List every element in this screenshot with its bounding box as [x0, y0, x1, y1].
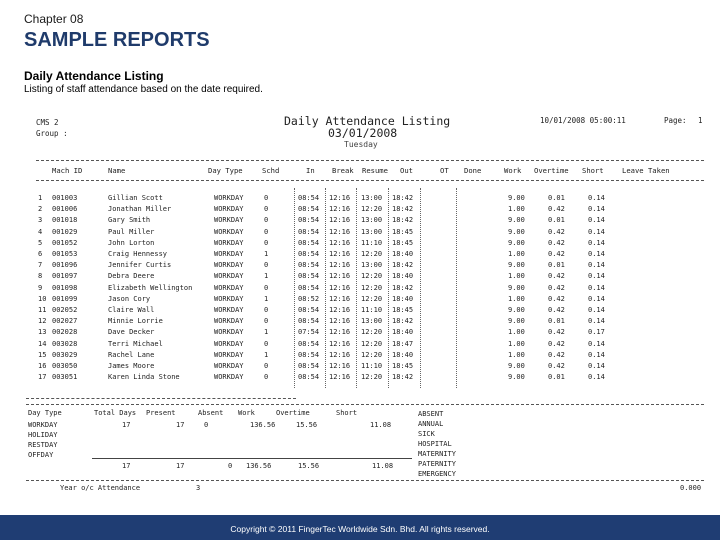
cell-daytype: WORKDAY	[214, 350, 244, 359]
cell-in: 07:54	[298, 328, 320, 337]
cell-out: 18:42	[392, 317, 414, 326]
cell-id: 001096	[52, 261, 78, 270]
cell-schd: 0	[264, 261, 269, 270]
grid-line	[456, 188, 457, 388]
cell-id: 003028	[52, 339, 78, 348]
section-heading: Daily Attendance Listing	[24, 69, 164, 83]
cell-out: 18:42	[392, 205, 414, 214]
header-rule-bottom	[36, 180, 704, 181]
cell-ot: 0.01	[548, 261, 565, 270]
cell-short: 0.14	[588, 227, 605, 236]
cell-schd: 1	[264, 272, 269, 281]
cell-in: 08:54	[298, 205, 320, 214]
cell-name: Debra Deere	[108, 272, 155, 281]
table-row	[0, 328, 720, 339]
cell-id: 001097	[52, 272, 78, 281]
year-attendance-label: Year o/c Attendance	[60, 484, 141, 492]
summary-cell: 11.08	[370, 421, 392, 429]
cell-no: 12	[38, 317, 47, 326]
cell-in: 08:54	[298, 373, 320, 382]
cell-ot: 0.01	[548, 317, 565, 326]
cell-brk: 12:16	[329, 294, 351, 303]
summary-cell: 17	[176, 421, 185, 429]
column-header: Resume	[362, 166, 388, 175]
cell-ot: 0.42	[548, 283, 565, 292]
cell-short: 0.14	[588, 362, 605, 370]
cell-short: 0.14	[588, 194, 605, 202]
summary-header: Absent	[198, 409, 224, 417]
cell-short: 0.14	[588, 350, 605, 359]
cell-short: 0.14	[588, 294, 605, 303]
column-header: Name	[108, 166, 126, 175]
cell-res: 12:20	[361, 283, 383, 292]
cell-name: Minnie Lorrie	[108, 317, 163, 326]
section-subtitle: Listing of staff attendance based on the date required.	[24, 84, 263, 95]
cell-schd: 0	[264, 283, 269, 292]
table-row	[0, 351, 720, 362]
cell-name: Jennifer Curtis	[108, 261, 172, 270]
cell-no: 6	[38, 250, 43, 258]
cell-work: 1.00	[508, 250, 525, 258]
cell-ot: 0.01	[548, 373, 565, 382]
cell-id: 003029	[52, 350, 78, 359]
cell-name: Jason Cory	[108, 294, 151, 303]
summary-header: Day Type	[28, 409, 62, 417]
summary-cell: 17	[122, 421, 131, 429]
report-date: 03/01/2008	[328, 126, 398, 140]
cell-name: Craig Hennessy	[108, 250, 168, 258]
cell-id: 001018	[52, 216, 78, 225]
leave-code: PATERNITY	[418, 460, 456, 468]
slide-title: SAMPLE REPORTS	[24, 29, 210, 51]
column-header: Short	[582, 166, 604, 175]
cell-short: 0.14	[588, 272, 605, 281]
summary-cell: RESTDAY	[28, 441, 58, 449]
cell-daytype: WORKDAY	[214, 272, 244, 281]
cell-res: 12:20	[361, 250, 383, 258]
cell-short: 0.14	[588, 205, 605, 214]
copyright-text: Copyright © 2011 FingerTec Worldwide Sdn. Bhd. All rights reserved.	[230, 524, 490, 534]
cell-name: Dave Decker	[108, 328, 155, 337]
cell-work: 1.00	[508, 339, 525, 348]
cell-schd: 1	[264, 328, 269, 337]
cell-work: 9.00	[508, 373, 525, 382]
cell-res: 12:20	[361, 373, 383, 382]
cell-res: 12:20	[361, 205, 383, 214]
report-group: Group :	[36, 129, 68, 138]
table-row	[0, 340, 720, 351]
cell-in: 08:54	[298, 339, 320, 348]
cell-work: 1.00	[508, 272, 525, 281]
cell-work: 9.00	[508, 238, 525, 247]
cell-brk: 12:16	[329, 339, 351, 348]
cell-out: 18:42	[392, 194, 414, 202]
cell-brk: 12:16	[329, 373, 351, 382]
cell-res: 12:20	[361, 294, 383, 303]
cell-short: 0.14	[588, 250, 605, 258]
cell-schd: 0	[264, 227, 269, 236]
cell-id: 003051	[52, 373, 78, 382]
cell-res: 12:20	[361, 272, 383, 281]
cell-ot: 0.01	[548, 194, 565, 202]
table-row	[0, 295, 720, 306]
summary-total: 11.08	[372, 462, 394, 470]
cell-no: 7	[38, 261, 43, 270]
summary-cell: HOLIDAY	[28, 431, 58, 439]
column-header: Leave Taken	[622, 166, 670, 175]
cell-in: 08:54	[298, 350, 320, 359]
column-header: Break	[332, 166, 354, 175]
cell-in: 08:54	[298, 283, 320, 292]
cell-brk: 12:16	[329, 283, 351, 292]
cell-ot: 0.42	[548, 227, 565, 236]
summary-total: 17	[176, 462, 185, 470]
cell-work: 9.00	[508, 283, 525, 292]
cell-name: James Moore	[108, 362, 155, 370]
cell-short: 0.17	[588, 328, 605, 337]
cell-brk: 12:16	[329, 238, 351, 247]
cell-out: 18:42	[392, 373, 414, 382]
cell-short: 0.14	[588, 261, 605, 270]
cell-in: 08:54	[298, 216, 320, 225]
leave-code: EMERGENCY	[418, 470, 456, 478]
cell-schd: 0	[264, 194, 269, 202]
cell-id: 001006	[52, 205, 78, 214]
grand-total-value: 0.000	[680, 484, 702, 492]
cell-in: 08:54	[298, 272, 320, 281]
cell-no: 11	[38, 306, 47, 314]
column-header: Overtime	[534, 166, 569, 175]
cell-res: 11:10	[361, 306, 383, 314]
column-header: Mach ID	[52, 166, 83, 175]
cell-out: 18:40	[392, 294, 414, 303]
cell-brk: 12:16	[329, 250, 351, 258]
cell-id: 001053	[52, 250, 78, 258]
cell-work: 9.00	[508, 306, 525, 314]
cell-no: 16	[38, 362, 47, 370]
cell-schd: 1	[264, 350, 269, 359]
table-row	[0, 362, 720, 373]
summary-rule	[26, 398, 296, 399]
cell-daytype: WORKDAY	[214, 283, 244, 292]
cell-short: 0.14	[588, 317, 605, 326]
summary-header: Total Days	[94, 409, 137, 417]
cell-in: 08:54	[298, 238, 320, 247]
cell-name: Rachel Lane	[108, 350, 155, 359]
cell-id: 001098	[52, 283, 78, 292]
footer-bar	[0, 515, 720, 540]
table-row	[0, 306, 720, 317]
cell-in: 08:54	[298, 194, 320, 202]
cell-daytype: WORKDAY	[214, 373, 244, 382]
cell-daytype: WORKDAY	[214, 328, 244, 337]
bottom-rule	[26, 480, 704, 481]
cell-ot: 0.42	[548, 272, 565, 281]
cell-out: 18:42	[392, 261, 414, 270]
cell-name: Terri Michael	[108, 339, 163, 348]
cell-no: 4	[38, 227, 43, 236]
cell-schd: 0	[264, 205, 269, 214]
cell-short: 0.14	[588, 339, 605, 348]
cell-no: 13	[38, 328, 47, 337]
report-page-label: Page:	[664, 116, 687, 125]
cell-res: 13:00	[361, 261, 383, 270]
report-printed: 10/01/2008 05:00:11	[540, 116, 626, 125]
grid-line	[325, 188, 326, 388]
cell-daytype: WORKDAY	[214, 339, 244, 348]
table-row	[0, 250, 720, 261]
cell-no: 3	[38, 216, 43, 225]
cell-brk: 12:16	[329, 328, 351, 337]
cell-daytype: WORKDAY	[214, 194, 244, 202]
scanned-report	[0, 104, 720, 514]
cell-name: Paul Miller	[108, 227, 155, 236]
cell-work: 9.00	[508, 216, 525, 225]
summary-total-rule	[92, 458, 412, 459]
grid-line	[294, 188, 295, 388]
cell-work: 9.00	[508, 194, 525, 202]
cell-ot: 0.42	[548, 205, 565, 214]
cell-daytype: WORKDAY	[214, 205, 244, 214]
cell-in: 08:54	[298, 317, 320, 326]
report-page-number: 1	[698, 116, 703, 125]
cell-schd: 0	[264, 238, 269, 247]
column-header: Work	[504, 166, 522, 175]
cell-work: 1.00	[508, 328, 525, 337]
cell-name: Elizabeth Wellington	[108, 283, 193, 292]
cell-no: 2	[38, 205, 43, 214]
summary-cell: 136.56	[250, 421, 276, 429]
cell-daytype: WORKDAY	[214, 216, 244, 225]
cell-ot: 0.42	[548, 350, 565, 359]
grid-line	[420, 188, 421, 388]
cell-in: 08:54	[298, 261, 320, 270]
chapter-label: Chapter 08	[24, 12, 84, 26]
summary-total: 17	[122, 462, 131, 470]
cell-no: 1	[38, 194, 43, 202]
year-attendance-value: 3	[196, 484, 201, 492]
column-header: Done	[464, 166, 482, 175]
cell-name: Jonathan Miller	[108, 205, 172, 214]
cell-schd: 0	[264, 362, 269, 370]
summary-header: Short	[336, 409, 358, 417]
table-row	[0, 317, 720, 328]
table-row	[0, 216, 720, 227]
leave-code: HOSPITAL	[418, 440, 452, 448]
cell-work: 9.00	[508, 227, 525, 236]
cell-no: 14	[38, 339, 47, 348]
column-header: In	[306, 166, 315, 175]
leave-code: MATERNITY	[418, 450, 456, 458]
table-row	[0, 373, 720, 384]
cell-name: Gary Smith	[108, 216, 151, 225]
table-row	[0, 205, 720, 216]
grid-line	[356, 188, 357, 388]
cell-work: 9.00	[508, 362, 525, 370]
summary-cell: 0	[204, 421, 209, 429]
table-row	[0, 228, 720, 239]
cell-ot: 0.42	[548, 362, 565, 370]
cell-no: 9	[38, 283, 43, 292]
column-header: Schd	[262, 166, 280, 175]
cell-short: 0.14	[588, 306, 605, 314]
cell-work: 9.00	[508, 261, 525, 270]
cell-id: 001029	[52, 227, 78, 236]
column-header: OT	[440, 166, 449, 175]
cell-ot: 0.42	[548, 306, 565, 314]
cell-out: 18:40	[392, 250, 414, 258]
cell-res: 13:00	[361, 194, 383, 202]
cell-daytype: WORKDAY	[214, 306, 244, 314]
cell-res: 13:00	[361, 227, 383, 236]
cell-id: 001003	[52, 194, 78, 202]
leave-code: SICK	[418, 430, 435, 438]
cell-ot: 0.42	[548, 294, 565, 303]
cell-brk: 12:16	[329, 205, 351, 214]
cell-in: 08:54	[298, 306, 320, 314]
cell-daytype: WORKDAY	[214, 227, 244, 236]
cell-out: 18:40	[392, 272, 414, 281]
cell-brk: 12:16	[329, 272, 351, 281]
cell-schd: 0	[264, 306, 269, 314]
cell-short: 0.14	[588, 283, 605, 292]
summary-cell: 15.56	[296, 421, 318, 429]
cell-res: 13:00	[361, 317, 383, 326]
cell-brk: 12:16	[329, 350, 351, 359]
cell-work: 1.00	[508, 205, 525, 214]
cell-in: 08:52	[298, 294, 320, 303]
cell-daytype: WORKDAY	[214, 362, 244, 370]
cell-out: 18:47	[392, 339, 414, 348]
cell-brk: 12:16	[329, 261, 351, 270]
cell-res: 13:00	[361, 216, 383, 225]
cell-res: 12:20	[361, 328, 383, 337]
leave-code-list	[418, 409, 456, 479]
summary-cell: WORKDAY	[28, 421, 58, 429]
cell-name: Claire Wall	[108, 306, 155, 314]
cell-ot: 0.42	[548, 339, 565, 348]
cell-daytype: WORKDAY	[214, 238, 244, 247]
summary-rule-2	[26, 404, 704, 405]
cell-id: 001052	[52, 238, 78, 247]
table-row	[0, 284, 720, 295]
cell-ot: 0.01	[548, 216, 565, 225]
cell-ot: 0.42	[548, 328, 565, 337]
cell-ot: 0.42	[548, 238, 565, 247]
cell-work: 9.00	[508, 317, 525, 326]
summary-cell: OFFDAY	[28, 451, 54, 459]
cell-no: 5	[38, 238, 43, 247]
cell-short: 0.14	[588, 216, 605, 225]
leave-code: ABSENT	[418, 410, 444, 418]
report-title: Daily Attendance Listing	[284, 114, 451, 128]
cell-work: 1.00	[508, 294, 525, 303]
cell-work: 1.00	[508, 350, 525, 359]
cell-short: 0.14	[588, 238, 605, 247]
cell-res: 11:10	[361, 238, 383, 247]
column-header: Out	[400, 166, 413, 175]
cell-ot: 0.42	[548, 250, 565, 258]
cell-id: 002052	[52, 306, 78, 314]
cell-out: 18:40	[392, 328, 414, 337]
header-rule	[36, 160, 704, 161]
cell-schd: 1	[264, 294, 269, 303]
cell-name: John Lorton	[108, 238, 155, 247]
summary-header: Work	[238, 409, 255, 417]
report-company: CMS 2	[36, 118, 59, 127]
grid-line	[388, 188, 389, 388]
cell-daytype: WORKDAY	[214, 261, 244, 270]
table-row	[0, 261, 720, 272]
cell-id: 002027	[52, 317, 78, 326]
cell-no: 10	[38, 294, 47, 303]
cell-res: 12:20	[361, 350, 383, 359]
cell-schd: 0	[264, 339, 269, 348]
leave-code: ANNUAL	[418, 420, 444, 428]
cell-in: 08:54	[298, 250, 320, 258]
cell-id: 002028	[52, 328, 78, 337]
cell-brk: 12:16	[329, 227, 351, 236]
cell-schd: 1	[264, 250, 269, 258]
cell-in: 08:54	[298, 227, 320, 236]
column-header: Day Type	[208, 166, 243, 175]
summary-header: Present	[146, 409, 176, 417]
cell-name: Karen Linda Stone	[108, 373, 180, 382]
cell-short: 0.14	[588, 373, 605, 382]
table-row	[0, 272, 720, 283]
cell-out: 18:42	[392, 283, 414, 292]
summary-header: Overtime	[276, 409, 310, 417]
cell-brk: 12:16	[329, 306, 351, 314]
report-day: Tuesday	[344, 140, 378, 149]
cell-out: 18:45	[392, 306, 414, 314]
cell-brk: 12:16	[329, 216, 351, 225]
cell-no: 15	[38, 350, 47, 359]
cell-id: 001099	[52, 294, 78, 303]
table-row	[0, 194, 720, 205]
table-row	[0, 239, 720, 250]
cell-daytype: WORKDAY	[214, 294, 244, 303]
cell-brk: 12:16	[329, 194, 351, 202]
cell-res: 11:10	[361, 362, 383, 370]
cell-schd: 0	[264, 317, 269, 326]
cell-out: 18:40	[392, 350, 414, 359]
cell-no: 8	[38, 272, 43, 281]
cell-out: 18:45	[392, 238, 414, 247]
cell-in: 08:54	[298, 362, 320, 370]
cell-brk: 12:16	[329, 317, 351, 326]
cell-out: 18:45	[392, 227, 414, 236]
cell-out: 18:42	[392, 216, 414, 225]
cell-daytype: WORKDAY	[214, 250, 244, 258]
cell-res: 12:20	[361, 339, 383, 348]
summary-total: 0	[228, 462, 233, 470]
cell-brk: 12:16	[329, 362, 351, 370]
cell-schd: 0	[264, 373, 269, 382]
summary-total: 136.56	[246, 462, 272, 470]
cell-out: 18:45	[392, 362, 414, 370]
cell-no: 17	[38, 373, 47, 382]
cell-id: 003050	[52, 362, 78, 370]
summary-total: 15.56	[298, 462, 320, 470]
cell-schd: 0	[264, 216, 269, 225]
cell-daytype: WORKDAY	[214, 317, 244, 326]
cell-name: Gillian Scott	[108, 194, 163, 202]
